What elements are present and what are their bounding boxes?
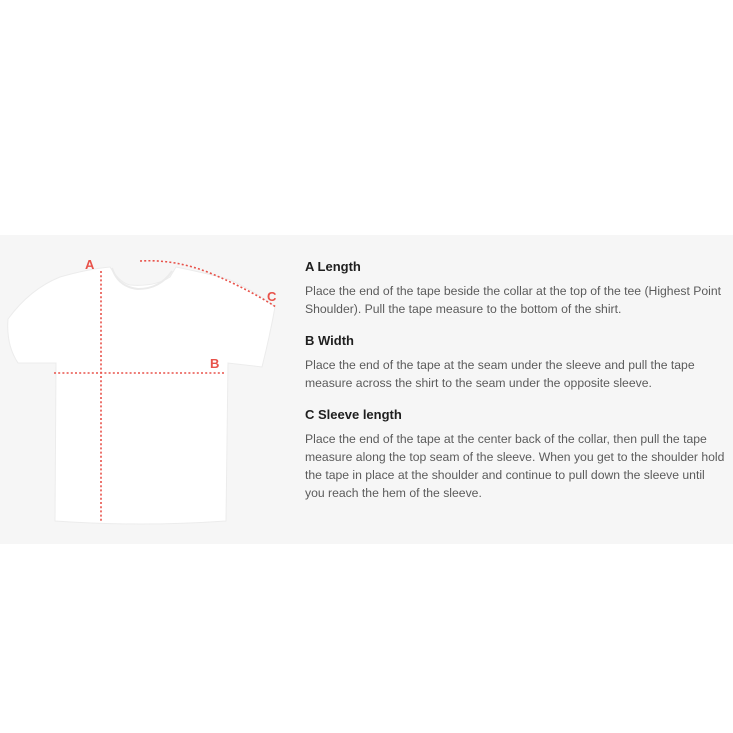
section-title: B Width — [305, 333, 354, 348]
tshirt-measurement-figure — [0, 235, 290, 544]
marker-a: A — [85, 257, 95, 272]
marker-c: C — [267, 289, 277, 304]
section-body: Place the end of the tape at the seam under the sleeve and pull the tape measure across the shirt to the seam under the opposite sleeve. — [305, 358, 695, 390]
tshirt-shape — [8, 267, 275, 524]
measurement-instructions — [305, 259, 725, 517]
section-body: Place the end of the tape beside the collar at the top of the tee (Highest Point Shoulder). Pull the tape measure to the bottom of the shirt. — [305, 284, 722, 316]
section-width — [305, 333, 725, 392]
size-guide-panel — [0, 235, 733, 544]
section-body: Place the end of the tape at the center back of the collar, then pull the tape measure along the top seam of the sleeve. When you get to the shoulder hold the tape in place at the shoulder and continue to pull down the sleeve until you reach the hem of the sleeve. — [305, 432, 725, 500]
tshirt-illustration — [0, 235, 290, 544]
section-title: A Length — [305, 259, 361, 274]
section-length — [305, 259, 725, 318]
section-title: C Sleeve length — [305, 407, 402, 422]
section-sleeve-length — [305, 407, 725, 502]
marker-b: B — [210, 356, 220, 371]
